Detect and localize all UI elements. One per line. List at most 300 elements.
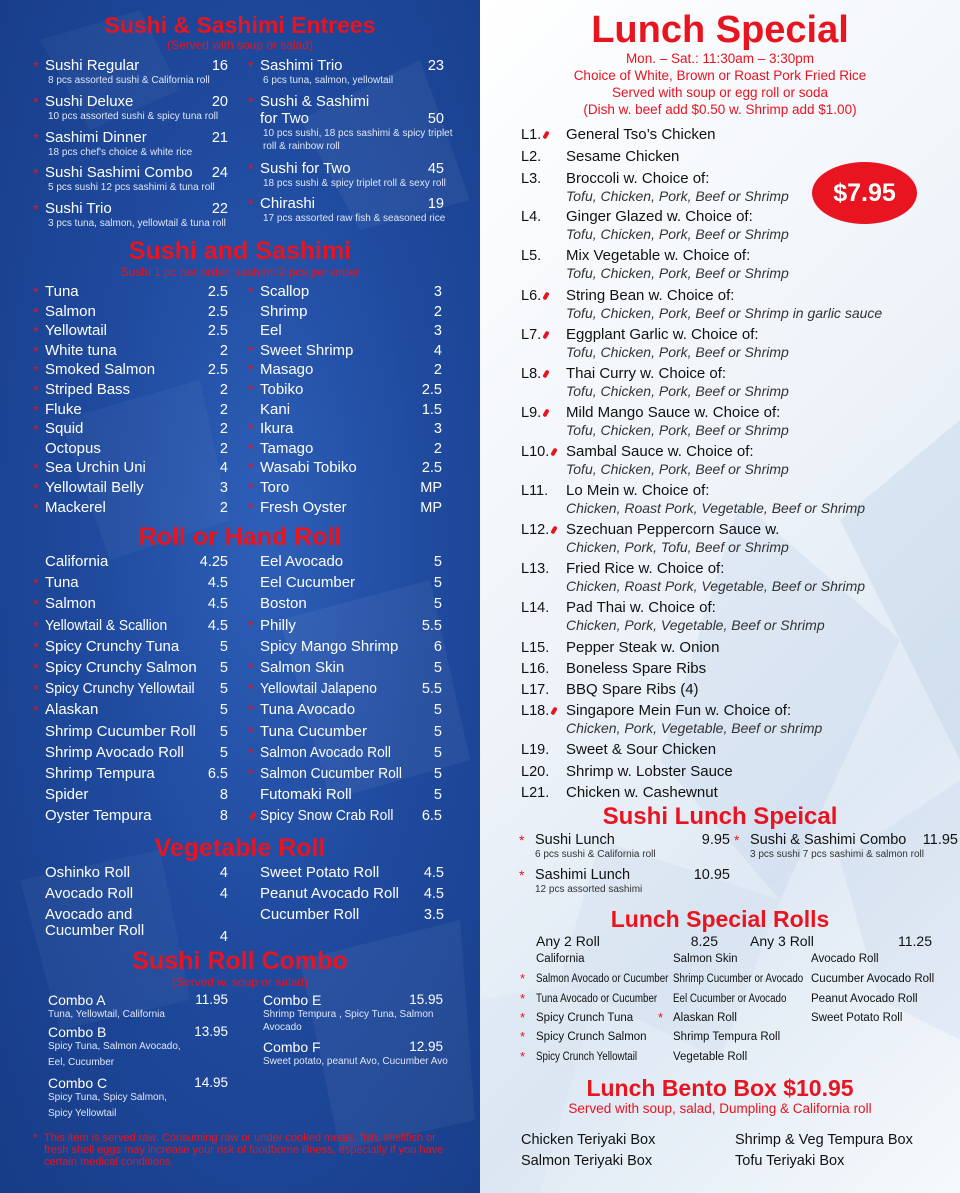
raw-star-icon: * [248,342,254,359]
raw-star-icon: * [33,681,39,698]
entree-price: 45 [427,161,444,177]
entree-price: 21 [211,130,228,146]
entree-name: Sushi Sashimi Combo [45,164,193,181]
raw-star-icon: * [248,766,254,782]
combo-price: 13.95 [194,1024,228,1039]
raw-star-icon: * [520,971,526,986]
roll-price: 4.25 [199,554,228,570]
raw-star-icon: * [519,832,525,848]
lunch-roll-name: Tuna Avocado or Cucumber [536,993,658,1005]
roll-price: 5 [433,744,442,761]
lunch-item-choice: Tofu, Chicken, Pork, Beef or Shrimp [566,422,789,438]
roll-price: 4.5 [207,617,228,634]
entree-name: Sushi Trio [45,200,112,217]
lunch-item-code: L2. [521,149,542,165]
roll-price: 5 [433,766,442,782]
roll-name: Spider [45,786,89,804]
raw-star-icon: * [33,575,39,592]
lunch-item-name: Pad Thai w. Choice of: [566,599,716,616]
lunch-item-choice: Tofu, Chicken, Pork, Beef or Shrimp in garlic sauce [566,305,883,321]
sushi-price: 3 [433,421,442,438]
raw-star-icon: * [248,480,254,496]
entree-price: 16 [211,58,228,74]
lunch-item-code: L10. [521,444,550,460]
sushi-name: Yellowtail [45,322,107,340]
roll-price: 5 [433,787,442,804]
combo-desc: Tuna, Yellowtail, California [48,1009,165,1020]
raw-star-icon: * [520,1029,526,1044]
section-title-entrees: Sushi & Sashimi Entrees [104,12,376,38]
lunch-item-number [521,208,541,226]
raw-star-icon: * [33,401,39,418]
bento-item: Chicken Teriyaki Box [521,1132,656,1148]
lunch-item-code: L6. [521,288,542,304]
roll-price: 5.5 [421,681,442,698]
right-panel [480,0,960,1193]
section-title-sushi-sashimi: Sushi and Sashimi [128,237,352,265]
entree-name-line2: for Two [260,110,309,127]
lunch-roll-name: Peanut Avocado Roll [811,993,918,1005]
combo-price: 12.95 [409,1039,443,1054]
roll-name: Salmon Cucumber Roll [260,765,402,782]
lunch-item-name: Chicken w. Cashewnut [566,784,718,801]
entree-price: 22 [211,201,228,217]
raw-star-icon: * [33,617,39,634]
entree-name: Sashimi Dinner [45,129,147,146]
sushi-price: 2 [433,440,442,457]
raw-star-icon: * [248,440,254,457]
raw-star-icon: * [33,638,39,655]
lunch-item-name: BBQ Spare Ribs (4) [566,681,699,698]
lunch-item-number [521,247,541,265]
lunch-item-code: L21. [521,785,550,801]
lunch-item-choice: Tofu, Chicken, Pork, Beef or Shrimp [566,265,789,281]
lunch-roll-name: Eel Cucumber or Avocado [673,993,787,1005]
sushi-lunch-desc: 6 pcs sushi & California roll [535,849,656,860]
combo-name: Combo A [48,992,106,1008]
lunch-item-code: L12. [521,522,550,538]
lunch-item-number [521,763,549,781]
lunch-item-code: L13. [521,561,550,577]
lunch-item-number [521,784,549,802]
lunch-item-number [521,741,549,759]
sushi-price: 4 [433,342,442,359]
pepper-icon [542,370,549,379]
raw-star-icon: * [33,165,39,181]
roll-name: Salmon Avocado Roll [260,743,391,761]
any3-label: Any 3 Roll [750,933,814,949]
veg-price: 4 [219,865,228,881]
lunch-special-info: Mon. – Sat.: 11:30am – 3:30pm [625,51,815,66]
raw-star-icon: * [248,499,254,516]
roll-price: 5 [433,723,442,740]
sushi-name: Smoked Salmon [45,361,156,379]
lunch-item-number [521,326,548,344]
veg-name: Oshinko Roll [45,864,131,881]
lunch-roll-name: Spicy Crunch Salmon [536,1031,647,1043]
raw-star-icon: * [248,58,254,74]
combo-price: 11.95 [195,992,228,1007]
lunch-roll-name: Avocado Roll [811,953,879,965]
veg-price: 4 [219,929,228,945]
roll-price: 5 [433,554,442,570]
raw-star-icon: * [248,660,254,676]
roll-price: 5 [433,702,442,719]
veg-price: 4.5 [423,865,444,881]
entree-desc: 10 pcs sushi, 18 pcs sashimi & spicy triplet [263,128,453,139]
lunch-item-name: Lo Mein w. Choice of: [566,482,710,499]
lunch-item-name: String Bean w. Choice of: [566,287,735,304]
lunch-item-number [521,639,549,657]
combo-desc: Avocado [263,1022,302,1033]
pepper-icon [542,131,549,140]
sushi-name: Striped Bass [45,381,131,398]
sushi-name: Wasabi Tobiko [260,459,357,477]
lunch-item-name: Shrimp w. Lobster Sauce [566,763,733,780]
sushi-name: Octopus [45,439,101,457]
raw-star-icon: * [33,94,39,110]
raw-notice-star: * [33,1131,38,1145]
entree-desc: 10 pcs assorted sushi & spicy tuna roll [48,111,219,122]
sushi-name: Scallop [260,283,310,300]
raw-star-icon: * [248,681,254,698]
sushi-lunch-title: Sushi Lunch Speical [602,803,838,830]
lunch-item-code: L1. [521,127,542,143]
raw-notice-text: This item is served raw. Consuming raw or under cooked meats, fish, shellfish or fresh shell eggs may increase your risk of foodborne illness, especially if you have certain medical conditions. [44,1132,444,1168]
raw-star-icon: * [33,303,39,320]
lunch-item-number [521,365,548,383]
raw-star-icon: * [248,723,254,740]
lunch-item-name: Broccoli w. Choice of: [566,170,710,187]
roll-name: Tuna Cucumber [260,722,367,740]
entree-desc: 5 pcs sushi 12 pcs sashimi & tuna roll [48,182,215,193]
bento-item: Shrimp & Veg Tempura Box [735,1132,913,1148]
raw-star-icon: * [248,196,254,212]
sushi-name: Masago [260,361,314,379]
lunch-roll-name: Shrimp Tempura Roll [673,1031,781,1043]
lunch-item-name: Fried Rice w. Choice of: [566,560,725,577]
sushi-price: 2 [219,421,228,438]
entree-price: 24 [211,165,228,181]
raw-star-icon: * [248,460,254,477]
roll-name: Eel Cucumber [260,574,356,592]
roll-price: 5 [219,744,228,761]
roll-price: 5 [219,702,228,719]
entree-desc: 3 pcs tuna, salmon, yellowtail & tuna roll [48,218,226,229]
sushi-name: Mackerel [45,498,106,516]
sushi-name: Fresh Oyster [260,498,347,516]
entree-name: Sashimi Trio [260,57,343,74]
raw-star-icon: * [248,94,254,110]
roll-price: 5 [433,660,442,676]
entree-price: 19 [427,196,444,212]
lunch-item-number [521,170,541,188]
sushi-lunch-name: Sushi Lunch [535,832,615,848]
pepper-icon [542,292,549,301]
lunch-roll-name: Salmon Skin [673,953,738,965]
sushi-lunch-price: 11.95 [922,832,958,848]
lunch-item-choice: Tofu, Chicken, Pork, Beef or Shrimp [566,188,789,204]
veg-price: 3.5 [423,907,444,923]
section-title-combo: Sushi Roll Combo [132,947,348,975]
lunch-item-code: L3. [521,171,542,187]
raw-star-icon: * [33,702,39,719]
lunch-price-badge: $7.95 [812,162,917,224]
lunch-item-name: Szechuan Peppercorn Sauce w. [566,521,780,538]
raw-star-icon: * [520,1010,526,1025]
pepper-icon [249,812,256,821]
sushi-name: Tamago [260,439,314,457]
sushi-name: Squid [45,420,84,438]
roll-price: 4.5 [207,596,228,613]
raw-star-icon: * [734,832,740,848]
veg-name-line2: Cucumber Roll [45,922,145,939]
raw-star-icon: * [248,617,254,634]
raw-star-icon: * [658,1010,664,1025]
sushi-name: Shrimp [260,302,308,320]
sushi-price: 2 [219,401,228,418]
sushi-price: 2.5 [207,362,228,379]
lunch-item-choice: Tofu, Chicken, Pork, Beef or Shrimp [566,226,789,242]
lunch-item-choice: Chicken, Roast Pork, Vegetable, Beef or Shrimp [566,578,866,594]
lunch-item-name: Singapore Mein Fun w. Choice of: [566,702,792,719]
lunch-item-choice: Tofu, Chicken, Pork, Beef or Shrimp [566,344,789,360]
sushi-price: MP [420,480,442,496]
entree-name: Sushi & Sashimi [260,93,370,110]
sushi-name: Tuna [45,283,79,300]
bento-item: Tofu Teriyaki Box [735,1153,845,1169]
lunch-roll-name: Cucumber Avocado Roll [811,973,935,985]
pepper-icon [551,448,558,457]
sushi-lunch-desc: 12 pcs assorted sashimi [535,884,643,895]
section-subtitle-combo: (Served w. soup or salad) [171,975,309,989]
raw-star-icon: * [248,284,254,300]
roll-name: Spicy Crunchy Tuna [45,637,180,655]
sushi-price: 2 [433,362,442,379]
veg-price: 4 [219,886,228,902]
lunch-item-number [521,443,556,461]
lunch-item-choice: Tofu, Chicken, Pork, Beef or Shrimp [566,461,789,477]
raw-star-icon: * [520,1049,526,1064]
lunch-item-name: Sweet & Sour Chicken [566,741,717,758]
lunch-item-name: General Tso’s Chicken [566,126,716,143]
combo-price: 15.95 [409,992,443,1007]
raw-star-icon: * [33,460,39,477]
raw-star-icon: * [33,382,39,398]
sushi-price: 2 [433,303,442,320]
sushi-lunch-name: Sashimi Lunch [535,867,631,883]
lunch-item-choice: Chicken, Roast Pork, Vegetable, Beef or Shrimp [566,500,866,516]
sushi-price: MP [420,499,442,516]
raw-star-icon: * [248,161,254,177]
raw-star-icon: * [33,660,39,676]
lunch-item-code: L17. [521,682,550,698]
lunch-rolls-title: Lunch Special Rolls [610,906,830,932]
sushi-price: 2.5 [421,382,442,398]
sushi-name: Kani [260,400,291,418]
roll-name: Alaskan [45,701,99,719]
sushi-name: Yellowtail Belly [45,479,144,496]
combo-desc: Spicy Yellowtail [48,1108,117,1119]
lunch-item-number [521,404,548,422]
roll-price: 5 [219,681,228,698]
roll-name: Spicy Snow Crab Roll [260,807,394,825]
veg-name: Avocado and [45,906,133,923]
roll-name: Eel Avocado [260,553,344,570]
lunch-roll-name: Spicy Crunch Tuna [536,1012,634,1024]
combo-desc: Spicy Tuna, Salmon Avocado, [48,1041,181,1052]
lunch-item-number [521,681,549,699]
raw-star-icon: * [33,480,39,496]
lunch-item-number [521,599,549,617]
lunch-roll-name: Alaskan Roll [673,1012,737,1024]
section-subtitle-entrees: (Served with soup or salad) [166,38,314,52]
lunch-item-choice: Tofu, Chicken, Pork, Beef or Shrimp [566,383,789,399]
lunch-item-code: L5. [521,248,542,264]
lunch-item-code: L20. [521,764,550,780]
combo-desc: Shrimp Tempura , Spicy Tuna, Salmon [263,1009,434,1020]
roll-price: 5 [219,660,228,676]
sushi-price: 2.5 [207,323,228,340]
any2-price: 8.25 [690,933,718,949]
roll-name: Yellowtail Jalapeno [260,680,377,698]
raw-star-icon: * [33,323,39,340]
roll-name: Oyster Tempura [45,807,152,825]
raw-star-icon: * [248,744,254,761]
lunch-item-number [521,287,548,305]
entree-price: 23 [427,58,444,74]
combo-price: 14.95 [194,1075,228,1090]
raw-star-icon: * [519,867,525,883]
lunch-item-number [521,521,556,539]
roll-price: 6 [433,638,442,655]
veg-name: Avocado Roll [45,885,134,902]
veg-name: Sweet Potato Roll [260,864,380,881]
sushi-lunch-price: 10.95 [693,867,730,883]
sushi-price: 2.5 [421,460,442,477]
combo-name: Combo E [263,992,322,1008]
lunch-item-name: Mix Vegetable w. Choice of: [566,247,751,264]
lunch-item-name: Thai Curry w. Choice of: [566,365,727,382]
sushi-lunch-name: Sushi & Sashimi Combo [750,832,907,848]
lunch-item-number [521,702,556,720]
raw-star-icon: * [33,342,39,359]
pepper-icon [542,331,549,340]
sushi-lunch-desc: 3 pcs sushi 7 pcs sashimi & salmon roll [750,849,924,860]
veg-name: Cucumber Roll [260,906,360,923]
raw-star-icon: * [248,382,254,398]
entree-desc: 17 pcs assorted raw fish & seasoned rice [263,213,446,224]
entree-name: Sushi Deluxe [45,93,134,110]
combo-desc: Sweet potato, peanut Avo, Cucumber Avo [263,1056,448,1067]
lunch-special-info: Served with soup or egg roll or soda [611,85,829,100]
raw-star-icon: * [33,362,39,379]
section-title-vegetable: Vegetable Roll [154,834,326,862]
bento-subtitle: Served with soup, salad, Dumpling & California roll [568,1101,872,1116]
lunch-special-info: (Dish w. beef add $0.50 w. Shrimp add $1.00) [583,102,857,117]
sushi-name: Eel [260,322,282,340]
roll-price: 4.5 [207,575,228,592]
raw-star-icon: * [33,596,39,613]
entree-desc: 6 pcs tuna, salmon, yellowtail [263,75,394,86]
roll-name: Boston [260,595,307,613]
entree-desc-line2: roll & rainbow roll [263,141,340,152]
lunch-roll-name: Salmon Avocado or Cucumber [536,973,669,985]
section-subtitle-sushi-sashimi: Sushi 1 pc per order, sashimi 2 pcs per order [120,265,360,279]
lunch-item-code: L4. [521,209,542,225]
sushi-name: Sweet Shrimp [260,341,354,359]
lunch-item-code: L9. [521,405,542,421]
roll-name: Salmon [45,595,96,613]
lunch-item-choice: Chicken, Pork, Vegetable, Beef or shrimp [566,720,823,736]
sushi-price: 2 [219,382,228,398]
lunch-item-name: Sesame Chicken [566,148,680,165]
roll-name: Philly [260,616,296,634]
bento-title: Lunch Bento Box $10.95 [586,1075,854,1101]
lunch-item-number [521,482,548,500]
entree-price: 50 [427,111,444,127]
lunch-special-title: Lunch Special [591,9,849,51]
lunch-item-code: L16. [521,661,550,677]
lunch-item-name: Mild Mango Sauce w. Choice of: [566,404,781,421]
raw-star-icon: * [520,991,526,1006]
entree-name: Chirashi [260,195,316,212]
lunch-roll-name: Sweet Potato Roll [811,1012,903,1024]
lunch-roll-name: Spicy Crunch Yellowtail [536,1051,638,1063]
roll-name: Tuna [45,574,79,592]
roll-name: Yellowtail & Scallion [45,616,168,634]
roll-price: 5 [219,638,228,655]
lunch-item-number [521,148,541,166]
entree-name: Sushi Regular [45,57,140,74]
raw-star-icon: * [248,702,254,719]
raw-star-icon: * [33,130,39,146]
raw-star-icon: * [33,201,39,217]
pepper-icon [551,707,558,716]
sushi-price: 2.5 [207,303,228,320]
sushi-price: 2 [219,440,228,457]
lunch-item-code: L14. [521,600,550,616]
any2-label: Any 2 Roll [536,933,600,949]
combo-desc: Eel, Cucumber [48,1057,115,1068]
sushi-price: 1.5 [421,401,442,418]
sushi-lunch-price: 9.95 [701,832,730,848]
combo-name: Combo C [48,1075,108,1091]
roll-name: Spicy Crunchy Salmon [45,659,197,676]
entree-desc: 18 pcs chef's choice & white rice [48,147,193,158]
roll-name: Spicy Crunchy Yellowtail [45,680,195,698]
lunch-item-name: Boneless Spare Ribs [566,660,707,677]
sushi-name: Sea Urchin Uni [45,459,146,477]
lunch-roll-name: California [536,953,585,965]
roll-price: 5 [219,723,228,740]
lunch-roll-name: Shrimp Cucumber or Avocado [673,973,804,985]
lunch-item-code: L7. [521,327,542,343]
sushi-name: White tuna [45,341,117,359]
roll-name: Salmon Skin [260,659,345,676]
veg-price: 4.5 [423,886,444,902]
roll-name: California [45,553,109,570]
sushi-name: Salmon [45,302,96,320]
sushi-price: 4 [219,460,228,477]
entree-desc: 18 pcs sushi & spicy triplet roll & sexy roll [263,178,446,189]
combo-name: Combo B [48,1024,107,1040]
lunch-item-choice: Chicken, Pork, Vegetable, Beef or Shrimp [566,617,825,633]
raw-star-icon: * [33,421,39,438]
roll-price: 6.5 [207,766,228,782]
combo-desc: Spicy Tuna, Spicy Salmon, [48,1092,167,1103]
lunch-item-code: L11. [521,483,549,499]
